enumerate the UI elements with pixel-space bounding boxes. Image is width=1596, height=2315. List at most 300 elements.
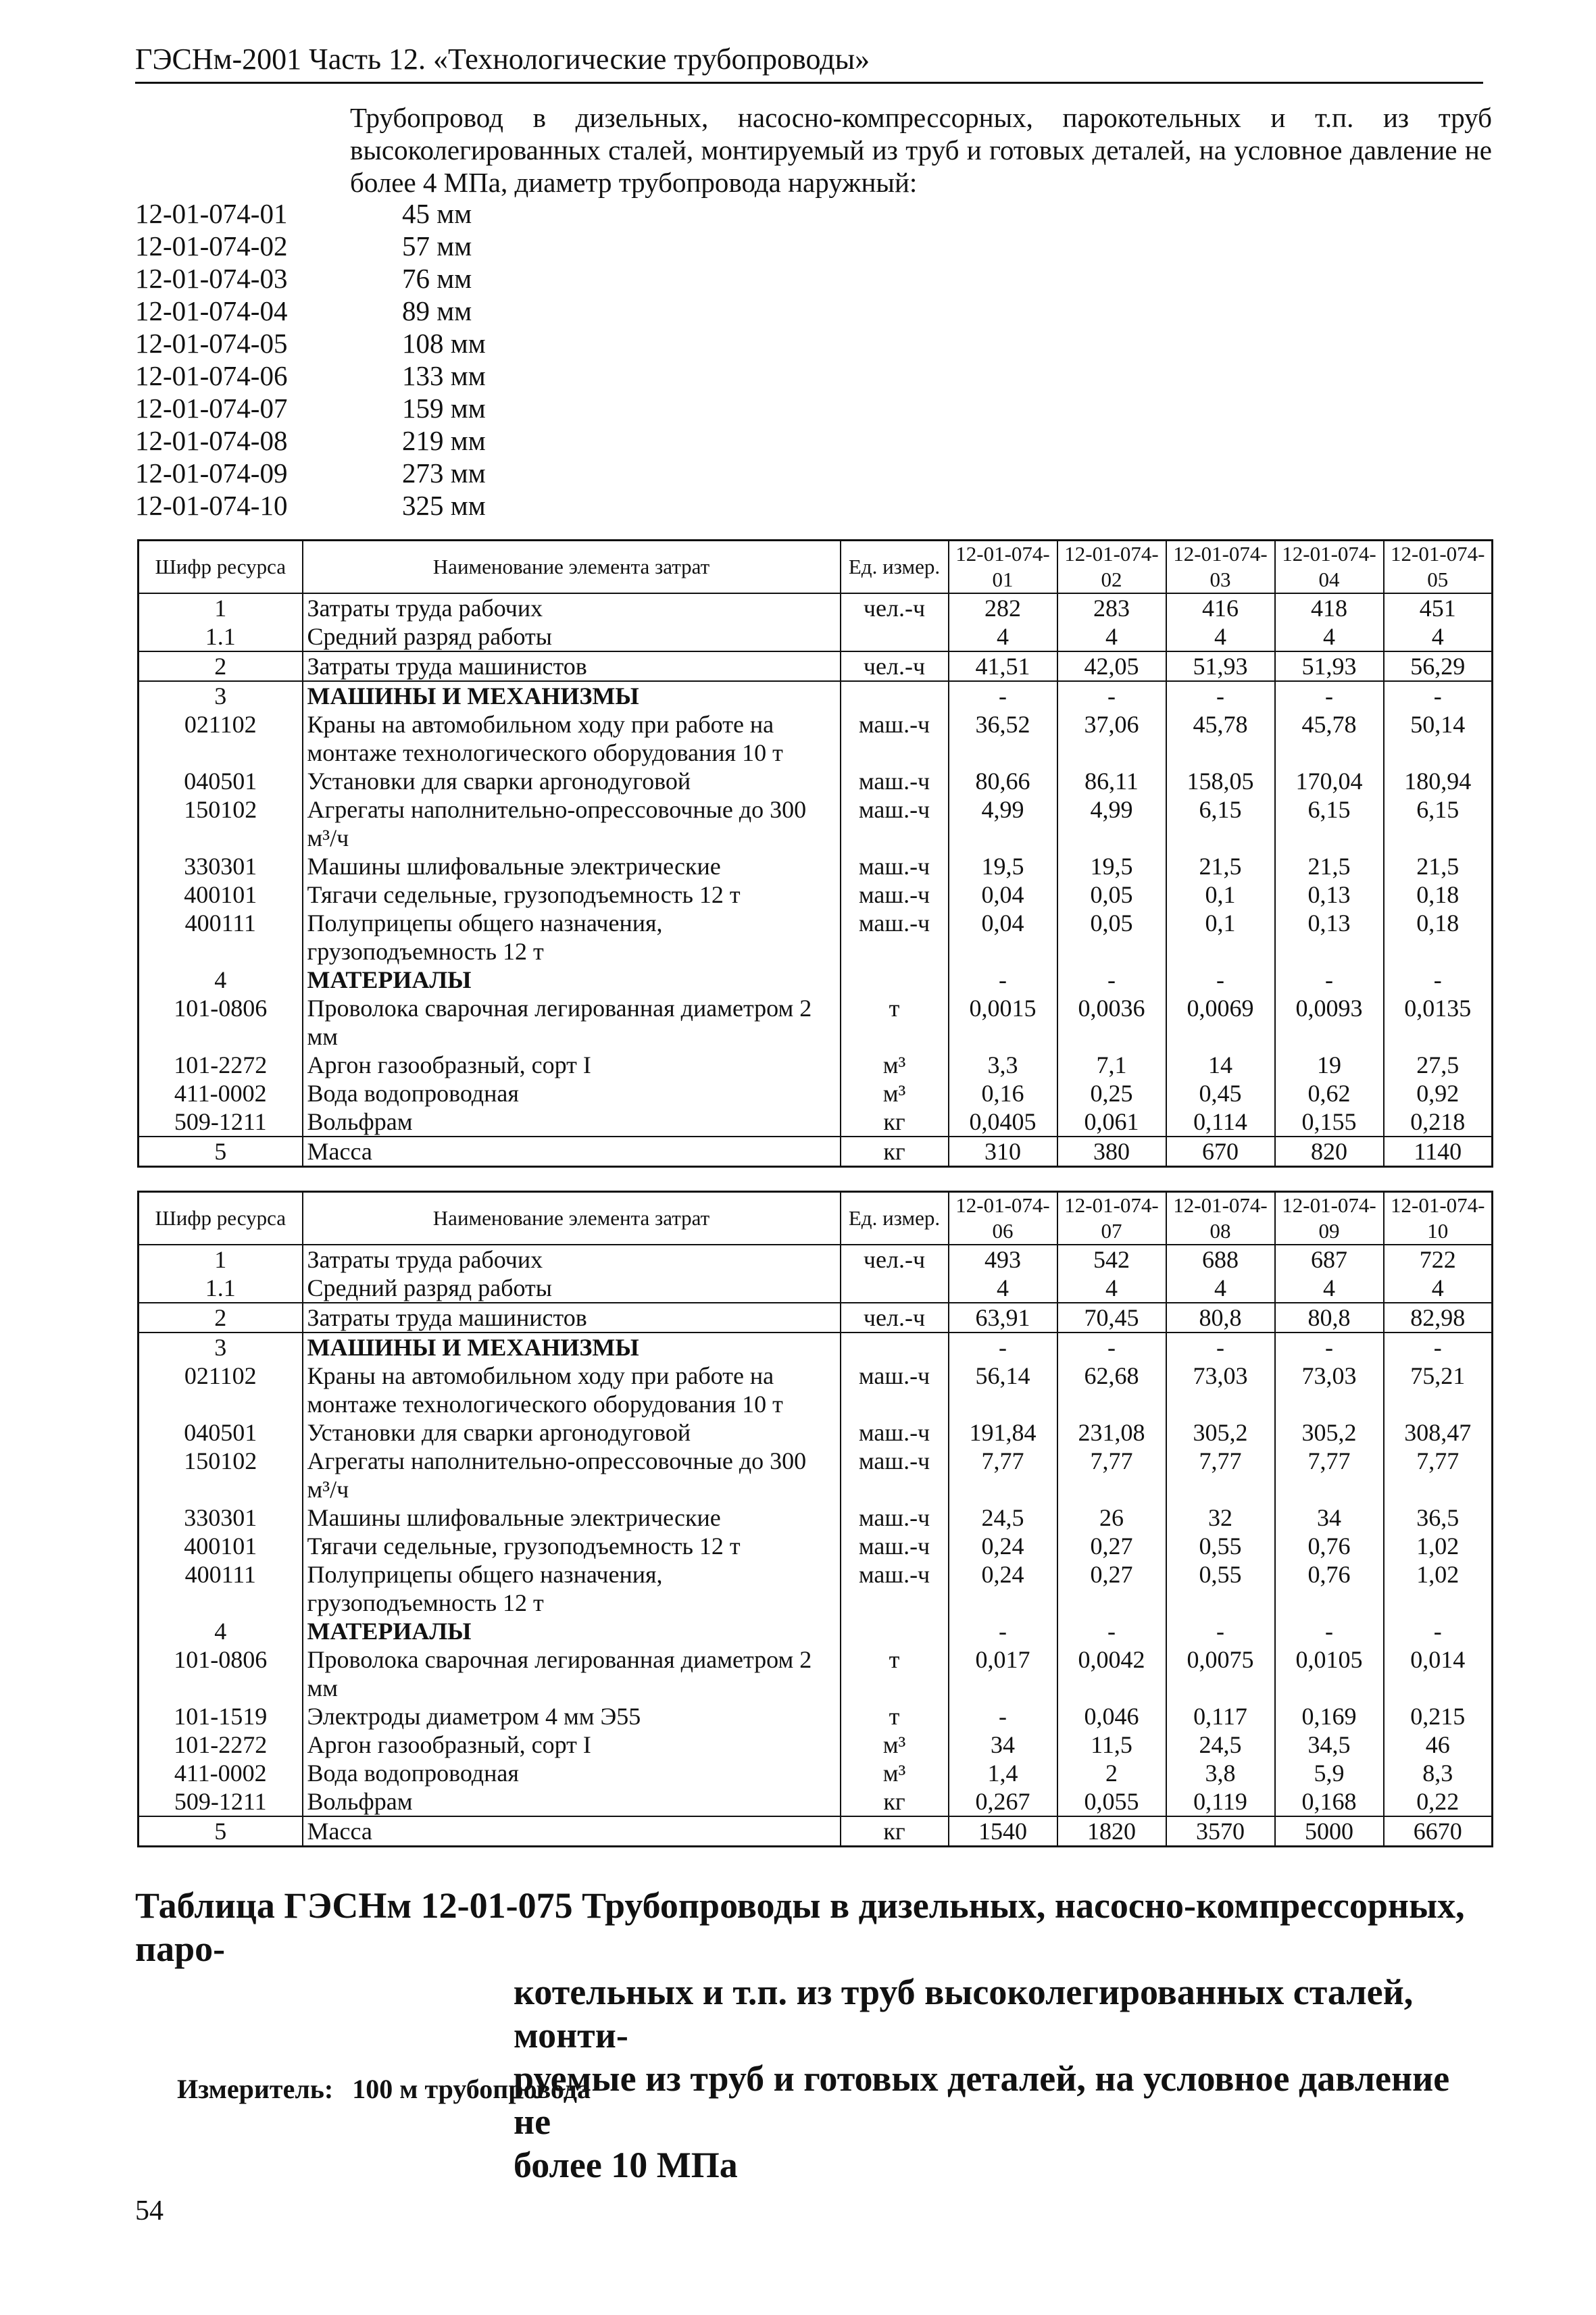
row-value: 70,45 [1057,1303,1166,1333]
row-name: Вода водопроводная [303,1079,841,1107]
row-code: 3 [139,1333,303,1362]
meter-line [177,2073,591,2105]
table-row [139,1137,1493,1167]
header-norm-code: 12-01-074-10 [1384,1192,1493,1245]
row-value: - [1166,681,1275,710]
code-list-code: 12-01-074-08 [135,425,288,456]
table-header-row [139,541,1493,594]
row-value: 0,45 [1166,1079,1275,1107]
code-list-desc: 219 мм [402,425,486,456]
row-value: 0,13 [1275,909,1384,966]
row-code: 2 [139,651,303,681]
row-name: Агрегаты наполнительно-опрессовочные до 300 м³/ч [303,795,841,852]
row-unit: чел.-ч [841,1245,949,1274]
row-name: Установки для сварки аргонодуговой [303,767,841,795]
row-value: 0,0036 [1057,994,1166,1051]
row-value: 0,76 [1275,1532,1384,1560]
row-value: 4 [1384,622,1493,651]
row-value: 80,8 [1166,1303,1275,1333]
table-row [139,994,1493,1051]
row-value: 4 [1166,622,1275,651]
row-code: 101-0806 [139,994,303,1051]
header-norm-code: 12-01-074-02 [1057,541,1166,594]
code-list-code: 12-01-074-10 [135,490,288,521]
header-norm-code: 12-01-074-08 [1166,1192,1275,1245]
row-value: 0,05 [1057,880,1166,909]
row-unit: кг [841,1107,949,1137]
row-value: 0,0042 [1057,1645,1166,1702]
row-unit: маш.-ч [841,710,949,767]
row-value: 0,046 [1057,1702,1166,1731]
row-name: Аргон газообразный, сорт I [303,1051,841,1079]
row-value: 14 [1166,1051,1275,1079]
row-value: 493 [949,1245,1057,1274]
table-row [139,681,1493,710]
header-norm-code: 12-01-074-09 [1275,1192,1384,1245]
row-value: - [1057,966,1166,994]
table-row [139,1702,1493,1731]
row-name: Установки для сварки аргонодуговой [303,1418,841,1447]
row-value: 6670 [1384,1816,1493,1847]
row-value: 7,77 [949,1447,1057,1503]
row-value: 0,92 [1384,1079,1493,1107]
table-row [139,1079,1493,1107]
row-value: 380 [1057,1137,1166,1167]
table-row [139,1731,1493,1759]
row-code: 5 [139,1816,303,1847]
row-unit: маш.-ч [841,1418,949,1447]
row-unit: чел.-ч [841,651,949,681]
table-row [139,1303,1493,1333]
row-code: 509-1211 [139,1107,303,1137]
table-row [139,966,1493,994]
row-code: 150102 [139,1447,303,1503]
row-value: 4,99 [1057,795,1166,852]
row-value: 308,47 [1384,1418,1493,1447]
row-value: 1,4 [949,1759,1057,1787]
table-row [139,1107,1493,1137]
row-value: - [1166,966,1275,994]
row-value: 4 [1057,622,1166,651]
header-name: Наименование элемента затрат [303,1192,841,1245]
table-row [139,1362,1493,1418]
row-code: 411-0002 [139,1759,303,1787]
row-unit: м³ [841,1731,949,1759]
row-value: 19,5 [949,852,1057,880]
code-list-item [135,457,608,489]
row-value: 305,2 [1166,1418,1275,1447]
row-value: 820 [1275,1137,1384,1167]
row-code: 5 [139,1137,303,1167]
code-list-item [135,359,608,392]
row-unit: маш.-ч [841,767,949,795]
row-value: 1,02 [1384,1560,1493,1617]
code-list-item [135,295,608,327]
row-unit: чел.-ч [841,1303,949,1333]
row-value: 282 [949,593,1057,622]
row-unit: маш.-ч [841,1447,949,1503]
table-row [139,1787,1493,1816]
row-unit: кг [841,1137,949,1167]
page-number: 54 [135,2195,164,2226]
row-name: МАШИНЫ И МЕХАНИЗМЫ [303,681,841,710]
row-value: 11,5 [1057,1731,1166,1759]
row-value: 687 [1275,1245,1384,1274]
row-value: 41,51 [949,651,1057,681]
row-unit: м³ [841,1079,949,1107]
header-norm-code: 12-01-074-04 [1275,541,1384,594]
row-value: 670 [1166,1137,1275,1167]
row-value: - [1166,1333,1275,1362]
row-name: Вольфрам [303,1787,841,1816]
row-value: 45,78 [1166,710,1275,767]
row-name: Машины шлифовальные электрические [303,1503,841,1532]
table-row [139,1560,1493,1617]
row-value: 51,93 [1166,651,1275,681]
row-name: Вольфрам [303,1107,841,1137]
row-unit: маш.-ч [841,909,949,966]
row-value: 73,03 [1275,1362,1384,1418]
table-title [135,1884,1493,2187]
row-value: 7,77 [1384,1447,1493,1503]
header-norm-code: 12-01-074-01 [949,541,1057,594]
row-value: 4 [1384,1274,1493,1303]
row-value: 4 [1057,1274,1166,1303]
row-unit: кг [841,1787,949,1816]
row-value: - [1384,1333,1493,1362]
header-norm-code: 12-01-074-06 [949,1192,1057,1245]
row-value: 310 [949,1137,1057,1167]
code-list-code: 12-01-074-09 [135,457,288,489]
row-name: Вода водопроводная [303,1759,841,1787]
row-unit: маш.-ч [841,1532,949,1560]
code-list-desc: 76 мм [402,263,472,294]
row-unit [841,622,949,651]
row-value: 80,8 [1275,1303,1384,1333]
row-value: 180,94 [1384,767,1493,795]
row-name: Краны на автомобильном ходу при работе на монтаже технологического оборудования 10 т [303,1362,841,1418]
code-list-code: 12-01-074-07 [135,393,288,424]
code-list-code: 12-01-074-01 [135,198,288,229]
code-list-item [135,327,608,359]
row-value: - [1275,966,1384,994]
table-row [139,1816,1493,1847]
table-row [139,622,1493,651]
code-list-code: 12-01-074-05 [135,328,288,359]
header-norm-code: 12-01-074-03 [1166,541,1275,594]
code-list-code: 12-01-074-03 [135,263,288,294]
row-unit [841,1333,949,1362]
row-value: 6,15 [1384,795,1493,852]
row-code: 4 [139,966,303,994]
row-value: 0,169 [1275,1702,1384,1731]
table-row [139,1333,1493,1362]
code-list-code: 12-01-074-02 [135,230,288,262]
row-code: 400101 [139,1532,303,1560]
row-value: 170,04 [1275,767,1384,795]
row-name: Агрегаты наполнительно-опрессовочные до 300 м³/ч [303,1447,841,1503]
row-value: 0,24 [949,1560,1057,1617]
row-unit [841,681,949,710]
row-value: 63,91 [949,1303,1057,1333]
row-value: 451 [1384,593,1493,622]
row-value: - [1275,1617,1384,1645]
table-header-row [139,1192,1493,1245]
row-value: 0,1 [1166,880,1275,909]
row-name: Краны на автомобильном ходу при работе на монтаже технологического оборудования 10 т [303,710,841,767]
row-unit: м³ [841,1051,949,1079]
row-value: 4 [949,1274,1057,1303]
row-value: 3,8 [1166,1759,1275,1787]
row-value: 1140 [1384,1137,1493,1167]
row-value: 50,14 [1384,710,1493,767]
header-norm-code: 12-01-074-05 [1384,541,1493,594]
row-name: Полуприцепы общего назначения, грузоподъемность 12 т [303,909,841,966]
row-value: 305,2 [1275,1418,1384,1447]
code-list-item [135,489,608,522]
row-value: - [1275,1333,1384,1362]
row-value: 0,76 [1275,1560,1384,1617]
row-code: 509-1211 [139,1787,303,1816]
row-code: 101-1519 [139,1702,303,1731]
row-value: 158,05 [1166,767,1275,795]
page-header: ГЭСНм-2001 Часть 12. «Технологические трубопроводы» [135,42,1483,84]
row-value: 416 [1166,593,1275,622]
table-row [139,880,1493,909]
row-value: 4 [1166,1274,1275,1303]
table-row [139,651,1493,681]
row-value: 0,13 [1275,880,1384,909]
row-code: 040501 [139,1418,303,1447]
row-value: 231,08 [1057,1418,1166,1447]
code-list-desc: 57 мм [402,230,472,262]
header-name: Наименование элемента затрат [303,541,841,594]
row-value: 0,04 [949,880,1057,909]
row-value: 21,5 [1384,852,1493,880]
row-name: Проволока сварочная легированная диаметром 2 мм [303,1645,841,1702]
row-value: 24,5 [1166,1731,1275,1759]
row-unit [841,1617,949,1645]
row-code: 040501 [139,767,303,795]
row-value: - [1384,966,1493,994]
row-value: 0,0093 [1275,994,1384,1051]
row-value: 0,114 [1166,1107,1275,1137]
header-unit: Ед. измер. [841,541,949,594]
row-value: - [1057,1333,1166,1362]
row-value: - [949,966,1057,994]
code-list-code: 12-01-074-04 [135,295,288,326]
row-name: Средний разряд работы [303,622,841,651]
meter-label: Измеритель: [177,2074,334,2104]
row-value: - [1384,1617,1493,1645]
row-value: 46 [1384,1731,1493,1759]
row-name: МАТЕРИАЛЫ [303,966,841,994]
row-value: 37,06 [1057,710,1166,767]
row-value: 0,25 [1057,1079,1166,1107]
row-value: 0,055 [1057,1787,1166,1816]
row-value: 0,18 [1384,909,1493,966]
row-value: 722 [1384,1245,1493,1274]
table-title-line: котельных и т.п. из труб высоколегированных сталей, монти- [514,1972,1414,2056]
row-code: 400101 [139,880,303,909]
row-value: - [949,1617,1057,1645]
row-name: Тягачи седельные, грузоподъемность 12 т [303,880,841,909]
row-unit: маш.-ч [841,1560,949,1617]
row-value: 5,9 [1275,1759,1384,1787]
row-value: 7,1 [1057,1051,1166,1079]
row-name: МАШИНЫ И МЕХАНИЗМЫ [303,1333,841,1362]
code-list-code: 12-01-074-06 [135,360,288,391]
row-value: 0,0135 [1384,994,1493,1051]
row-value: 24,5 [949,1503,1057,1532]
row-value: 0,24 [949,1532,1057,1560]
row-value: 0,218 [1384,1107,1493,1137]
table-row [139,909,1493,966]
row-value: - [949,681,1057,710]
table-row [139,795,1493,852]
row-value: 0,014 [1384,1645,1493,1702]
header-norm-code: 12-01-074-07 [1057,1192,1166,1245]
table-row [139,1418,1493,1447]
table-row [139,1051,1493,1079]
row-value: 36,52 [949,710,1057,767]
row-value: 6,15 [1166,795,1275,852]
row-value: 0,119 [1166,1787,1275,1816]
table-row [139,710,1493,767]
row-value: 0,0015 [949,994,1057,1051]
row-name: Средний разряд работы [303,1274,841,1303]
table-row [139,852,1493,880]
row-value: - [1166,1617,1275,1645]
row-value: 19,5 [1057,852,1166,880]
row-unit [841,966,949,994]
row-code: 1 [139,1245,303,1274]
row-unit: м³ [841,1759,949,1787]
row-unit: маш.-ч [841,1362,949,1418]
row-value: 73,03 [1166,1362,1275,1418]
row-value: 0,16 [949,1079,1057,1107]
row-name: Тягачи седельные, грузоподъемность 12 т [303,1532,841,1560]
row-value: 0,0069 [1166,994,1275,1051]
row-value: 8,3 [1384,1759,1493,1787]
row-value: 0,27 [1057,1532,1166,1560]
section-intro: Трубопровод в дизельных, насосно-компрессорных, парокотельных и т.п. из труб высоколегированных сталей, монтируемый из труб и готовых деталей, на условное давление не более 4 МПа, диаметр трубопровода наружный: [350,102,1492,198]
row-value: 86,11 [1057,767,1166,795]
row-value: 0,267 [949,1787,1057,1816]
code-list-item [135,392,608,424]
row-value: 1820 [1057,1816,1166,1847]
row-name: Проволока сварочная легированная диаметром 2 мм [303,994,841,1051]
row-code: 2 [139,1303,303,1333]
row-value: 62,68 [1057,1362,1166,1418]
code-list-desc: 325 мм [402,490,486,521]
row-code: 330301 [139,1503,303,1532]
code-list-item [135,424,608,457]
row-code: 101-2272 [139,1731,303,1759]
code-list-item [135,230,608,262]
row-value: 1,02 [1384,1532,1493,1560]
table-row [139,1245,1493,1274]
row-name: Затраты труда машинистов [303,1303,841,1333]
row-value: 45,78 [1275,710,1384,767]
row-value: 283 [1057,593,1166,622]
row-value: 27,5 [1384,1051,1493,1079]
row-code: 150102 [139,795,303,852]
row-name: Масса [303,1137,841,1167]
row-value: 26 [1057,1503,1166,1532]
row-value: - [949,1702,1057,1731]
row-name: Затраты труда машинистов [303,651,841,681]
row-value: 542 [1057,1245,1166,1274]
row-unit [841,1274,949,1303]
table-row [139,1645,1493,1702]
row-value: 0,155 [1275,1107,1384,1137]
table-row [139,1532,1493,1560]
row-code: 1.1 [139,622,303,651]
resource-table-1 [137,539,1493,1168]
row-value: 0,04 [949,909,1057,966]
row-value: 21,5 [1166,852,1275,880]
row-value: 75,21 [1384,1362,1493,1418]
row-value: 32 [1166,1503,1275,1532]
row-value: - [1057,1617,1166,1645]
row-code: 330301 [139,852,303,880]
row-value: 418 [1275,593,1384,622]
row-unit: чел.-ч [841,593,949,622]
row-value: 0,017 [949,1645,1057,1702]
table-title-line: руемые из труб и готовых деталей, на условное давление не [514,2058,1450,2142]
code-list-desc: 108 мм [402,328,486,359]
row-unit: т [841,1702,949,1731]
row-code: 101-2272 [139,1051,303,1079]
row-value: 7,77 [1166,1447,1275,1503]
row-value: - [1275,681,1384,710]
row-unit: маш.-ч [841,880,949,909]
row-value: 0,0075 [1166,1645,1275,1702]
row-value: 0,168 [1275,1787,1384,1816]
row-code: 411-0002 [139,1079,303,1107]
header-code: Шифр ресурса [139,1192,303,1245]
row-value: 0,22 [1384,1787,1493,1816]
row-value: 3,3 [949,1051,1057,1079]
code-list-desc: 159 мм [402,393,486,424]
row-code: 3 [139,681,303,710]
row-name: Машины шлифовальные электрические [303,852,841,880]
code-list-item [135,262,608,295]
row-code: 021102 [139,710,303,767]
row-value: 7,77 [1057,1447,1166,1503]
row-code: 101-0806 [139,1645,303,1702]
row-value: 36,5 [1384,1503,1493,1532]
row-code: 400111 [139,1560,303,1617]
row-value: 21,5 [1275,852,1384,880]
row-value: 34 [949,1731,1057,1759]
row-value: 3570 [1166,1816,1275,1847]
table-row [139,593,1493,622]
row-name: Аргон газообразный, сорт I [303,1731,841,1759]
row-value: 191,84 [949,1418,1057,1447]
row-name: Масса [303,1816,841,1847]
table-title-line: Таблица ГЭСНм 12-01-075 Трубопроводы в дизельных, насосно-компрессорных, паро- [135,1885,1465,1969]
row-value: 82,98 [1384,1303,1493,1333]
row-name: Затраты труда рабочих [303,593,841,622]
row-name: Электроды диаметром 4 мм Э55 [303,1702,841,1731]
table-row [139,767,1493,795]
meter-value: 100 м трубопровода [352,2074,591,2104]
row-code: 1 [139,593,303,622]
row-value: 4 [1275,1274,1384,1303]
row-value: 0,1 [1166,909,1275,966]
